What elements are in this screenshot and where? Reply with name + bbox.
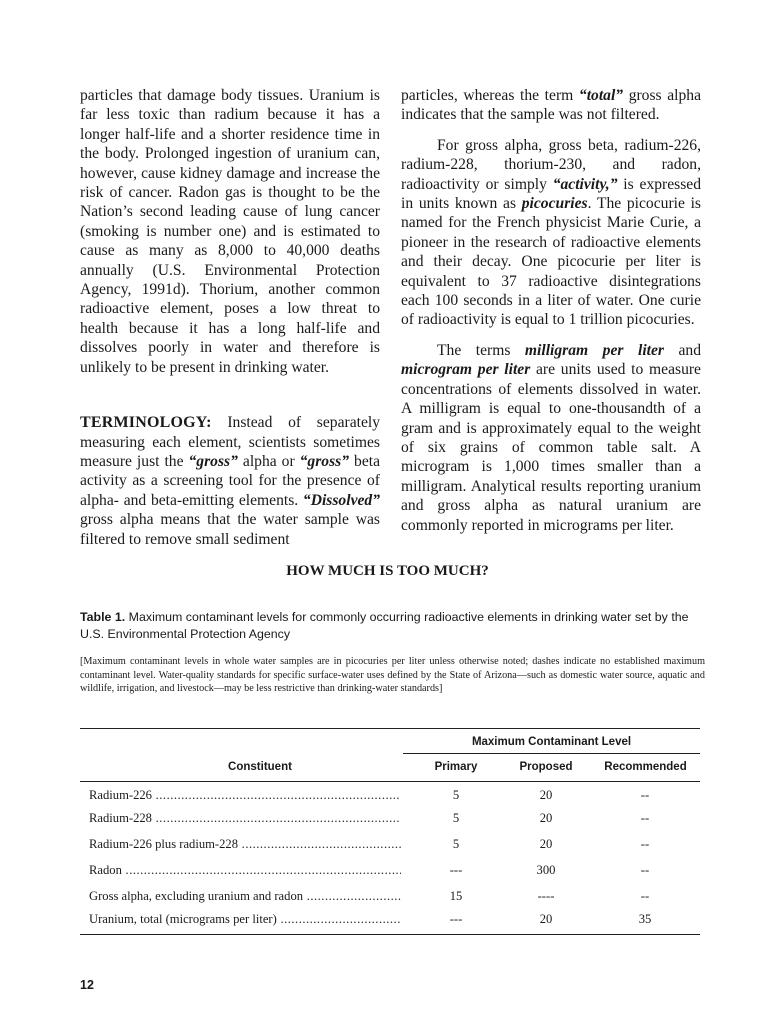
recommended-cell: --	[640, 863, 650, 877]
recommended-cell: --	[640, 837, 650, 851]
text: The terms	[437, 341, 525, 359]
primary-cell: 5	[452, 837, 460, 851]
table-row	[80, 788, 700, 808]
term-microgram: microgram per liter	[401, 361, 531, 379]
header-primary: Primary	[434, 761, 478, 773]
header-proposed: Proposed	[519, 761, 573, 773]
terminology-heading: TERMINOLOGY:	[80, 414, 212, 432]
constituent-cell: Gross alpha, excluding uranium and radon .....	[89, 889, 401, 904]
table-caption-label: Table 1.	[80, 610, 126, 624]
section-heading: HOW MUCH IS TOO MUCH?	[286, 563, 489, 579]
table-rule	[403, 753, 700, 754]
recommended-cell: --	[640, 788, 650, 802]
table-row	[80, 889, 700, 909]
paragraph	[401, 136, 701, 330]
recommended-cell: --	[640, 811, 650, 825]
text: For gross alpha, gross beta, radium-226, radium-228, thorium-230, and radon, radioactivity or simply	[401, 136, 701, 193]
paragraph	[401, 341, 701, 535]
paragraph	[401, 86, 701, 125]
header-recommended: Recommended	[604, 761, 687, 773]
text: Instead of separately measuring each element, scientists sometimes measure just the	[80, 414, 380, 470]
left-text-column	[80, 86, 380, 549]
recommended-cell: 35	[638, 912, 652, 926]
text: alpha or	[237, 452, 300, 470]
table-caption	[80, 609, 710, 643]
term-picocuries: picocuries	[521, 195, 588, 213]
table-row	[80, 811, 700, 831]
primary-cell: 5	[452, 811, 460, 825]
text: are units used to measure concentrations of elements dissolved in water. A milligram is equal to one-thousandth of a gram and is approximately equal to the weight of six grains of common table salt. A microgram is 1,000 times smaller than a milligram. Analytical results reporting uranium and gross alpha as natural uranium are commonly reported in micrograms per liter.	[401, 361, 701, 534]
proposed-cell: ----	[537, 889, 555, 903]
table-note: [Maximum contaminant levels in whole water samples are in picocuries per liter unless otherwise noted; dashes indicate no established maximum contaminant level. Water-quality standards for specific surface-water uses defined by the State of Arizona—such as domestic water source, aquatic and wildlife, irrigation, and livestock—may be less restrictive than drinking-water standards]	[80, 656, 705, 695]
proposed-cell: 20	[539, 811, 553, 825]
constituent-cell: Radium-226 .....	[89, 788, 401, 803]
text: gross alpha indicates that the sample was not filtered.	[401, 87, 701, 124]
constituent-cell: Radium-226 plus radium-228 .....	[89, 837, 401, 852]
text: beta activity as a screening tool for the presence of alpha- and beta-emitting elements.	[80, 452, 380, 509]
term-total: “total”	[578, 87, 624, 104]
primary-cell: ---	[449, 863, 463, 877]
proposed-cell: 20	[539, 788, 553, 802]
primary-cell: 15	[449, 889, 463, 903]
primary-cell: ---	[449, 912, 463, 926]
text: and	[663, 341, 701, 359]
table-caption-text: Maximum contaminant levels for commonly occurring radioactive elements in drinking water set by the U.S. Environmental Protection Agency	[80, 610, 689, 641]
constituent-cell: Uranium, total (micrograms per liter) .....	[89, 912, 401, 927]
term-dissolved: “Dissolved”	[302, 491, 380, 509]
term-gross: “gross”	[188, 452, 238, 470]
constituent-cell: Radon .....	[89, 863, 401, 878]
text: is expressed in units known as	[401, 175, 702, 213]
text: . The picocurie is named for the French physicist Marie Curie, a pioneer in the research of radioactive elements and their decay. One picocurie per liter is equivalent to 37 radioactive disintegrations each 100 seconds in a liter of water. One curie of radioactivity is equal to 1 trillion picocuries.	[401, 195, 701, 329]
table-row	[80, 912, 700, 932]
header-constituent: Constituent	[228, 761, 292, 773]
constituent-cell: Radium-228 .....	[89, 811, 401, 826]
table-rule	[80, 934, 700, 935]
text: particles, whereas the term	[401, 87, 579, 104]
recommended-cell: --	[640, 889, 650, 903]
proposed-cell: 300	[536, 863, 556, 877]
header-max-contaminant-level: Maximum Contaminant Level	[471, 736, 632, 748]
table-rule	[80, 728, 700, 729]
terminology-paragraph	[80, 413, 380, 549]
paragraph: particles that damage body tissues. Uranium is far less toxic than radium because it has a longer half-life and a shorter residence time in the body. Prolonged ingestion of uranium can, however, cause kidney damage and increase the risk of cancer. Radon gas is thought to be the Nation’s second leading cause of lung cancer (smoking is number one) and is estimated to cause as many as 8,000 to 40,000 deaths annually (U.S. Environmental Protection Agency, 1991d). Thorium, another common radioactive element, poses a low threat to health because it has a long half-life and dissolves poorly in water and therefore is unlikely to be present in drinking water.	[80, 87, 380, 376]
term-milligram: milligram per liter	[524, 341, 664, 359]
right-text-column	[401, 86, 701, 535]
term-activity: “activity,”	[552, 175, 618, 193]
table-row	[80, 837, 700, 857]
proposed-cell: 20	[539, 912, 553, 926]
primary-cell: 5	[452, 788, 460, 802]
table-row	[80, 863, 700, 883]
proposed-cell: 20	[539, 837, 553, 851]
page-number: 12	[80, 978, 94, 992]
text: gross alpha means that the water sample was filtered to remove small sediment	[80, 511, 380, 548]
term-gross: “gross”	[299, 452, 350, 470]
table-rule	[80, 781, 700, 782]
